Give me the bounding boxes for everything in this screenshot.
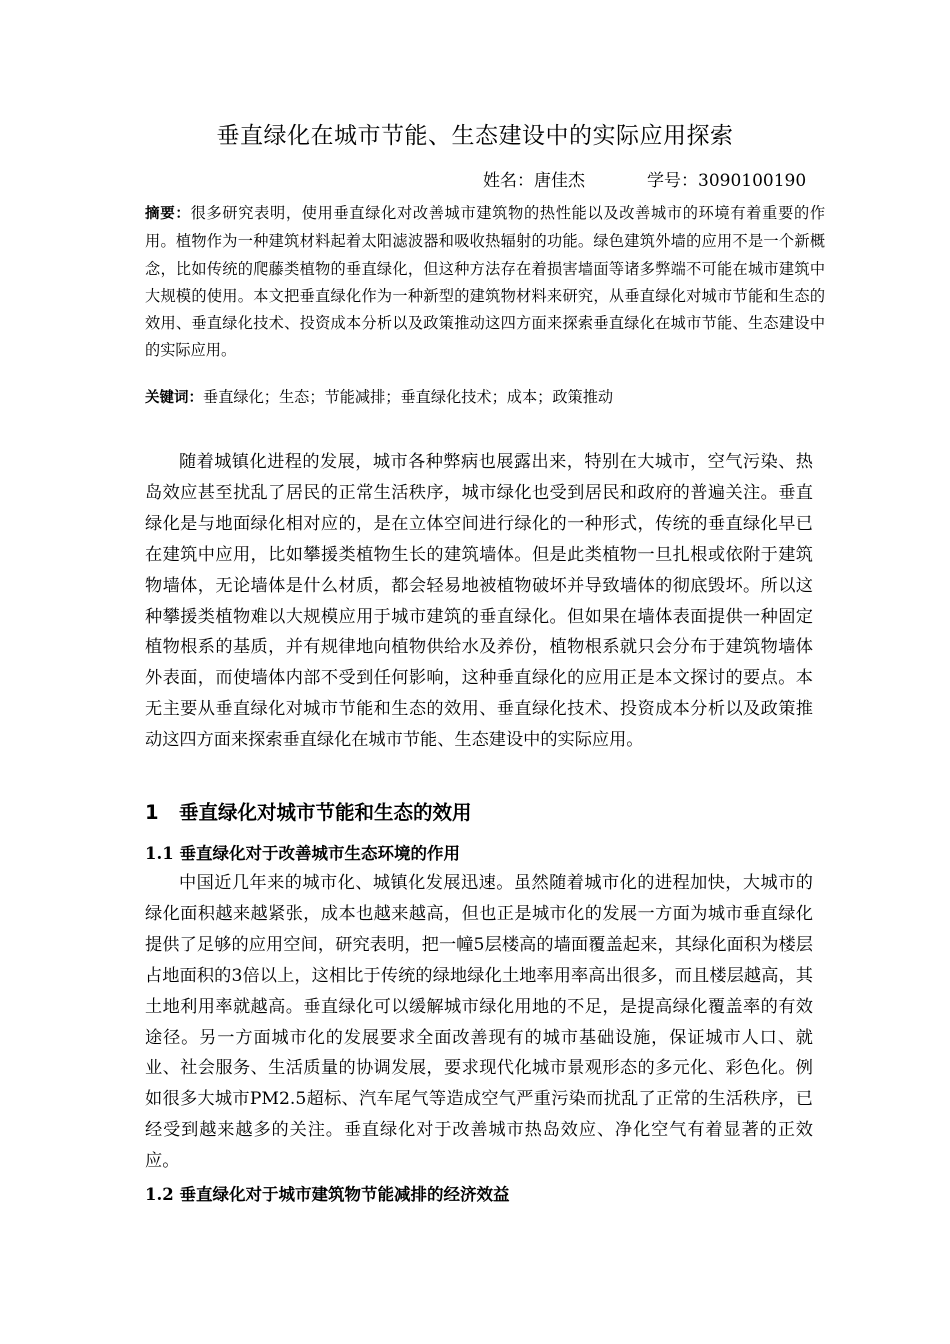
subsection-heading-1-1: 1.1 垂直绿化对于改善城市生态环境的作用 xyxy=(145,844,460,863)
student-id: 学号：3090100190 xyxy=(647,171,807,191)
abstract xyxy=(145,200,825,365)
document-title: 垂直绿化在城市节能、生态建设中的实际应用探索 xyxy=(216,123,734,149)
section-title: 垂直绿化对城市节能和生态的效用 xyxy=(179,801,472,824)
section-number: 1 xyxy=(145,801,159,824)
intro-paragraph: 随着城镇化进程的发展，城市各种弊病也展露出来，特别在大城市，空气污染、热岛效应甚至扰乱了居民的正常生活秩序，城市绿化也受到居民和政府的普遍关注。垂直绿化是与地面绿化相对应的，是在立体空间进行绿化的一种形式，传统的垂直绿化早已在建筑中应用，比如攀援类植物生长的建筑墙体。但是此类植物一旦扎根或依附于建筑物墙体，无论墙体是什么材质，都会轻易地被植物破坏并导致墙体的彻底毁坏。所以这种攀援类植物难以大规模应用于城市建筑的垂直绿化。但如果在墙体表面提供一种固定植物根系的基质，并有规律地向植物供给水及养份，植物根系就只会分布于建筑物墙体外表面，而使墙体内部不受到任何影响，这种垂直绿化的应用正是本文探讨的要点。本无主要从垂直绿化对城市节能和生态的效用、垂直绿化技术、投资成本分析以及政策推动这四方面来探索垂直绿化在城市节能、生态建设中的实际应用。 xyxy=(145,452,813,751)
keywords-label: 关键词： xyxy=(145,390,203,406)
section-heading-1 xyxy=(145,797,472,829)
abstract-text: 很多研究表明，使用垂直绿化对改善城市建筑物的热性能以及改善城市的环境有着重要的作用。植物作为一种建筑材料起着太阳滤波器和吸收热辐射的功能。绿色建筑外墙的应用不是一个新概念，比如传统的爬藤类植物的垂直绿化，但这种方法存在着损害墙面等诸多弊端不可能在城市建筑中大规模的使用。本文把垂直绿化作为一种新型的建筑物材料来研究，从垂直绿化对城市节能和生态的效用、垂直绿化技术、投资成本分析以及政策推动这四方面来探索垂直绿化在城市节能、生态建设中的实际应用。 xyxy=(145,204,826,360)
abstract-label: 摘要： xyxy=(145,206,191,222)
subsection-heading-1-2: 1.2 垂直绿化对于城市建筑物节能减排的经济效益 xyxy=(145,1185,510,1204)
keywords-text: 垂直绿化；生态；节能减排；垂直绿化技术；成本；政策推动 xyxy=(203,388,614,406)
author-name: 姓名：唐佳杰 xyxy=(483,171,585,191)
keywords xyxy=(145,384,613,412)
author-info xyxy=(483,168,807,194)
subsection-1-1-paragraph: 中国近几年来的城市化、城镇化发展迅速。虽然随着城市化的进程加快，大城市的绿化面积越来越紧张，成本也越来越高，但也正是城市化的发展一方面为城市垂直绿化提供了足够的应用空间，研究表明，把一幢5层楼高的墙面覆盖起来，其绿化面积为楼层占地面积的3倍以上，这相比于传统的绿地绿化土地率用率高出很多，而且楼层越高，其土地利用率就越高。垂直绿化可以缓解城市绿化用地的不足，是提高绿化覆盖率的有效途径。另一方面城市化的发展要求全面改善现有的城市基础设施，保证城市人口、就业、社会服务、生活质量的协调发展，要求现代化城市景观形态的多元化、彩色化。例如很多大城市PM2.5超标、汽车尾气等造成空气严重污染而扰乱了正常的生活秩序，已经受到越来越多的关注。垂直绿化对于改善城市热岛效应、净化空气有着显著的正效应。 xyxy=(145,873,813,1172)
